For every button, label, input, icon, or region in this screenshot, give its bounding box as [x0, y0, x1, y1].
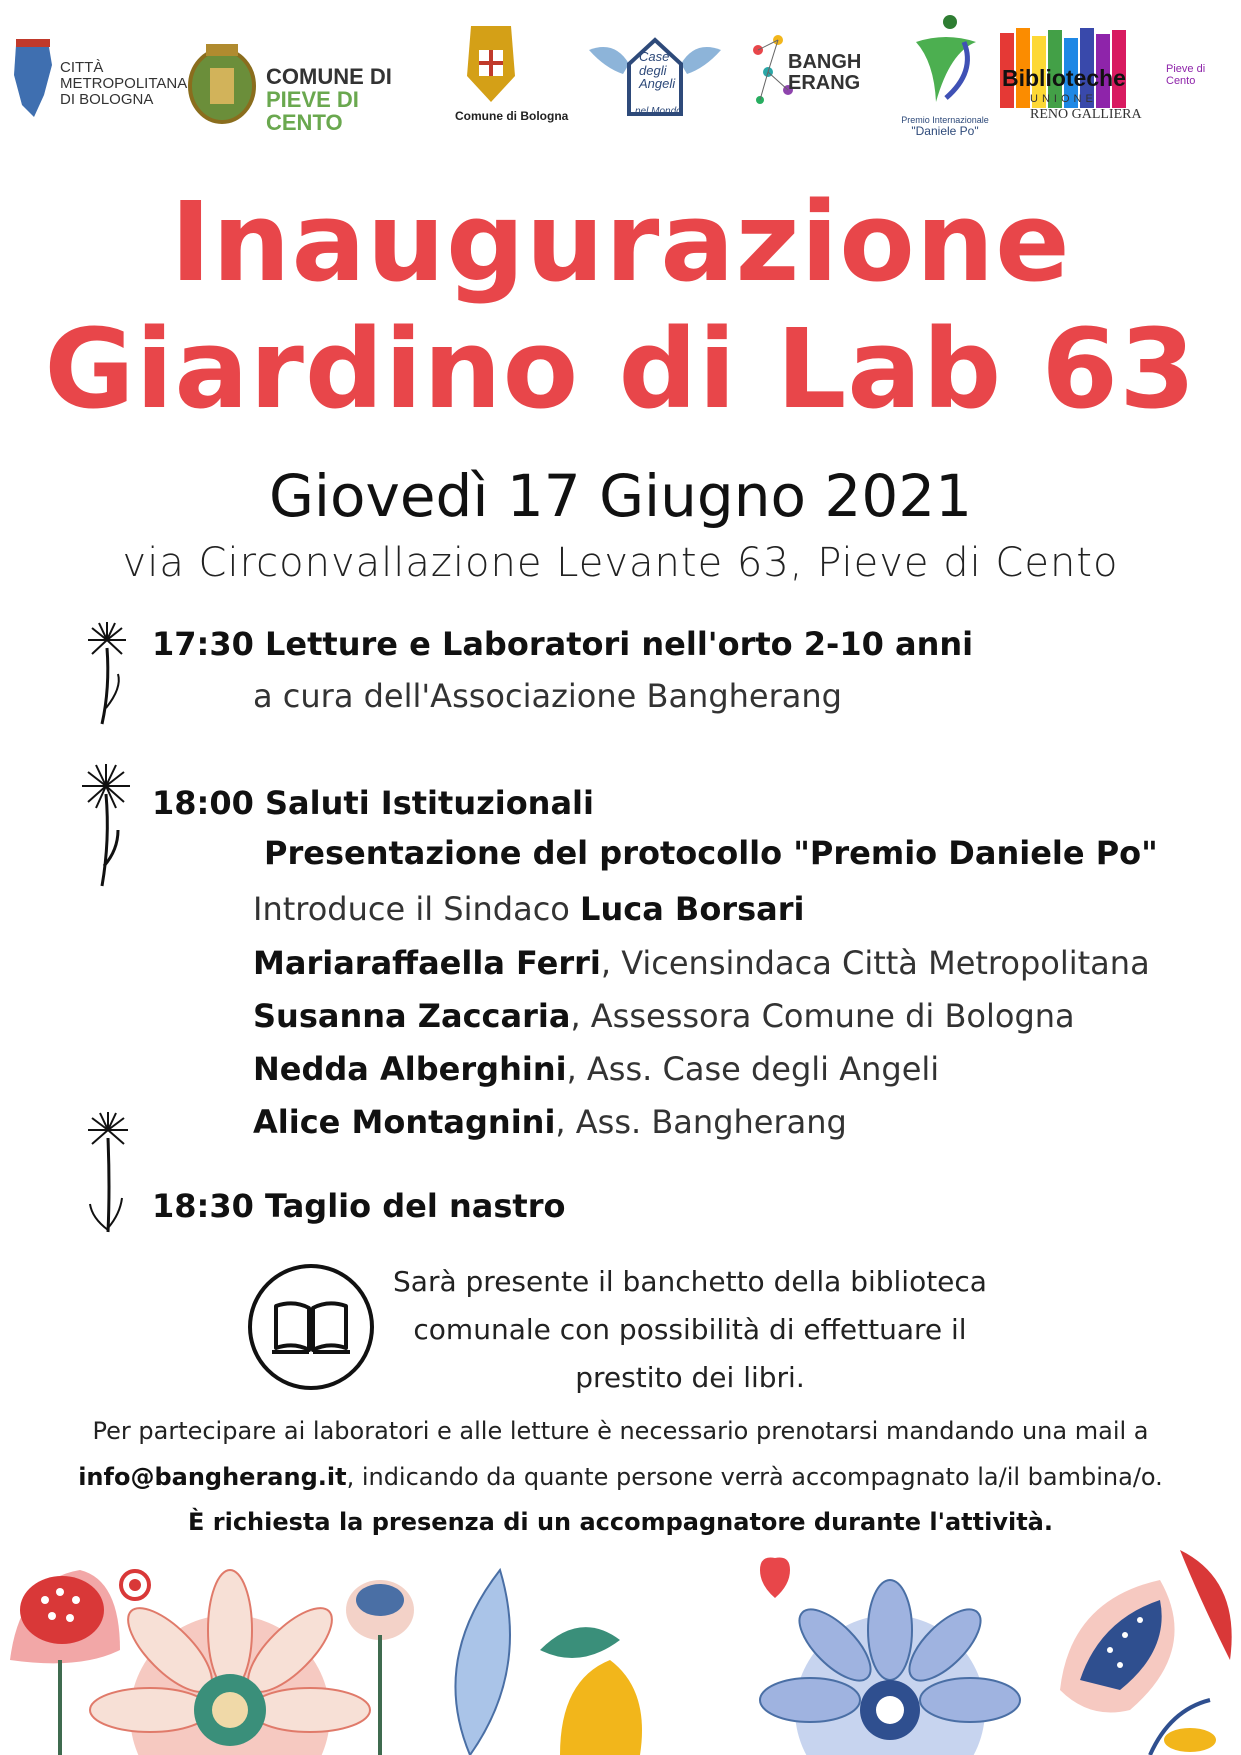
- blue-daisy-icon: [760, 1580, 1020, 1755]
- schedule-title: Letture e Laboratori nell'orto 2-10 anni: [265, 625, 974, 663]
- schedule-subtitle: Presentazione del protocollo "Premio Daniele Po": [264, 834, 1158, 872]
- contact-email[interactable]: info@bangherang.it: [78, 1463, 347, 1491]
- logo-text-line: PIEVE DI CENTO: [266, 87, 359, 136]
- logo-text-line: ERANG: [788, 72, 861, 94]
- speaker-row: [253, 997, 1075, 1035]
- speaker-name: Mariaraffaella Ferri: [253, 944, 601, 982]
- premio-figure-icon: [906, 12, 986, 102]
- library-note-line: Sarà presente il banchetto della biblioteca: [393, 1265, 987, 1298]
- logo-caption: Comune di Bologna: [455, 109, 569, 123]
- speaker-name: Susanna Zaccaria: [253, 997, 571, 1035]
- event-address: via Circonvallazione Levante 63, Pieve di Cento: [122, 540, 1119, 586]
- schedule-item-3: [152, 1187, 565, 1225]
- footer-line-1: Per partecipare ai laboratori e alle letture è necessario prenotarsi mandando una mail a: [92, 1417, 1149, 1445]
- logo-comune-bologna: [455, 10, 585, 130]
- library-note-line: prestito dei libri.: [575, 1361, 805, 1394]
- logo-citta-metropolitana: [8, 10, 188, 130]
- footer-text: , indicando da quante persone verrà accompagnato la/il bambina/o.: [346, 1463, 1163, 1491]
- pieve-crest-icon: [182, 38, 262, 128]
- page-title-line-2: Giardino di Lab 63: [44, 305, 1197, 433]
- speaker-name: Nedda Alberghini: [253, 1050, 567, 1088]
- dandelion-icon: [78, 760, 134, 890]
- bologna-lion-icon: [8, 35, 56, 125]
- speaker-row: [253, 1103, 847, 1141]
- schedule-time: 17:30: [152, 625, 254, 663]
- logo-bangherang: [748, 10, 878, 130]
- logo-text-line: RENO GALLIERA: [1030, 107, 1142, 122]
- logo-text-line: METROPOLITANA: [60, 74, 188, 92]
- speaker-role: , Assessora Comune di Bologna: [570, 997, 1075, 1035]
- schedule-subtitle: a cura dell'Associazione Bangherang: [253, 677, 842, 715]
- flower-decoration: [0, 1540, 1241, 1755]
- blue-flower-icon: [346, 1580, 414, 1755]
- schedule-time: 18:30: [152, 1187, 254, 1225]
- logo-text-line: Angeli: [639, 76, 676, 92]
- poppy-flower-icon: [10, 1570, 120, 1755]
- schedule-time: 18:00: [152, 784, 254, 822]
- schedule-item-2: [152, 784, 594, 822]
- logo-text-line: Premio Internazionale: [901, 115, 989, 125]
- speaker-role: , Ass. Case degli Angeli: [566, 1050, 940, 1088]
- dandelion-icon: [82, 618, 132, 728]
- logo-text-line: Pieve di Cento: [1166, 63, 1206, 87]
- logo-text-line: BANGH: [788, 51, 862, 73]
- footer-line-2: [0, 1454, 1241, 1500]
- speaker-name: Alice Montagnini: [253, 1103, 556, 1141]
- speaker-role: , Ass. Bangherang: [555, 1103, 847, 1141]
- dandelion-icon: [82, 1108, 134, 1236]
- bologna-crest-icon: [461, 16, 521, 106]
- schedule-title: Saluti Istituzionali: [265, 784, 594, 822]
- logo-text-line: COMUNE DI: [266, 64, 392, 89]
- logo-premio-daniele-po: [890, 10, 1000, 140]
- speaker-intro-text: Introduce il Sindaco: [253, 890, 581, 928]
- logo-case-angeli: [585, 10, 725, 130]
- logo-text-line: "Daniele Po": [911, 124, 979, 139]
- page-title-line-1: Inaugurazione: [170, 178, 1071, 306]
- seed-pod-icon: [1060, 1580, 1175, 1713]
- logo-text-line: DI BOLOGNA: [60, 90, 154, 108]
- library-note-line: comunale con possibilità di effettuare il: [413, 1313, 967, 1346]
- logo-text-line: UNIONE: [1030, 93, 1097, 105]
- speaker-role: , Vicensindaca Città Metropolitana: [600, 944, 1150, 982]
- schedule-item-1: [152, 625, 973, 663]
- logo-caption: nel Mondo: [635, 106, 682, 117]
- logo-biblioteche: [1000, 10, 1236, 130]
- speaker-row: [253, 944, 1150, 982]
- book-icon: [246, 1262, 376, 1392]
- event-date: Giovedì 17 Giugno 2021: [268, 462, 973, 530]
- speaker-row: [253, 1050, 939, 1088]
- footer-line-3: È richiesta la presenza di un accompagnatore durante l'attività.: [188, 1508, 1053, 1536]
- logo-text-line: Case: [639, 49, 670, 64]
- speaker-intro: [253, 890, 804, 928]
- logo-pieve-di-cento: [180, 10, 440, 136]
- logo-text-line: degli: [639, 62, 667, 78]
- library-note: [380, 1258, 1000, 1402]
- logo-text-line: Biblioteche: [1002, 65, 1126, 91]
- logo-text-line: CITTÀ: [60, 59, 104, 76]
- schedule-title: Taglio del nastro: [265, 1187, 566, 1225]
- speaker-name: Luca Borsari: [580, 890, 805, 928]
